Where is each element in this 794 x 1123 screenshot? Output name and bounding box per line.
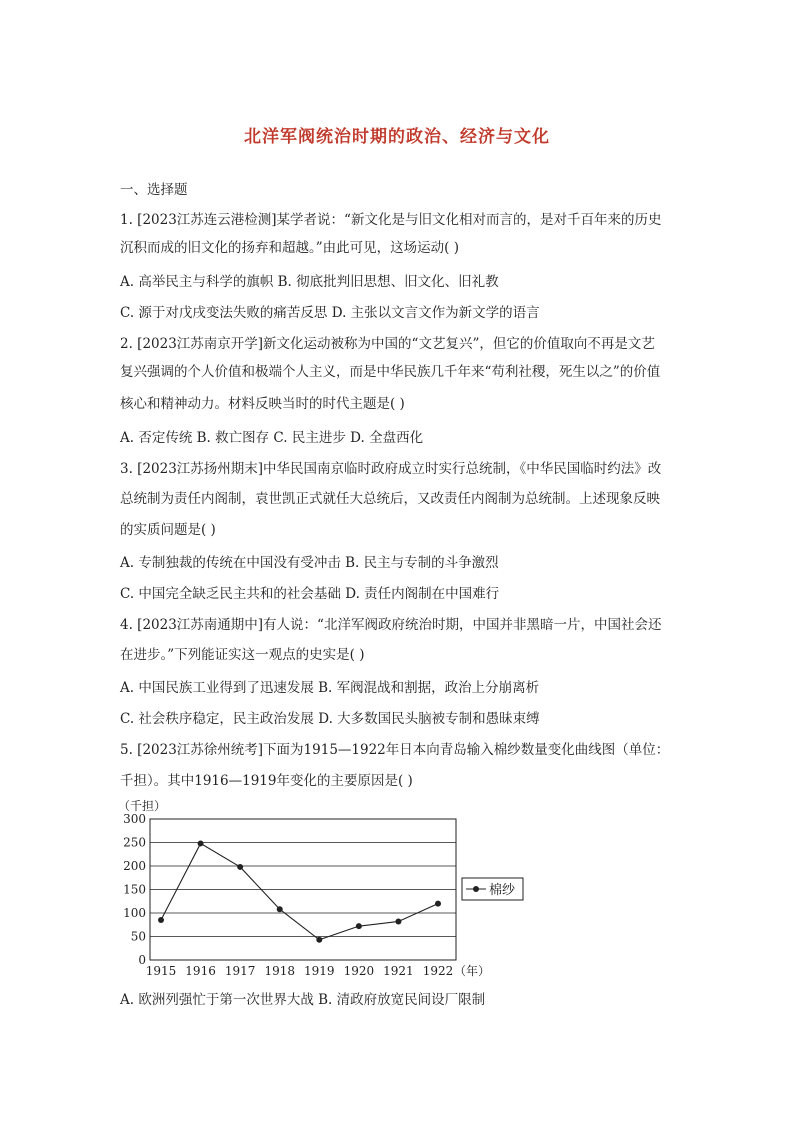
q2-stem-line3: 核心和精神动力。材料反映当时的时代主题是( ) bbox=[120, 396, 405, 412]
data-point bbox=[435, 901, 441, 907]
q3-stem-line3: 的实质问题是( ) bbox=[120, 522, 216, 538]
y-tick-label: 250 bbox=[123, 835, 146, 850]
y-tick-label: 100 bbox=[123, 906, 146, 920]
q3-stem-line2: 总统制为责任内阁制，袁世凯正式就任大总统后，又改责任内阁制为总统制。上述现象反映 bbox=[120, 491, 660, 507]
q3-options-line2: C. 中国完全缺乏民主共和的社会基础 D. 责任内阁制在中国难行 bbox=[120, 586, 500, 602]
series-line bbox=[161, 843, 438, 939]
q5-stem-line2: 千担）。其中1916—1919年变化的主要原因是( ) bbox=[120, 773, 413, 789]
x-tick-label: 1917 bbox=[224, 964, 256, 978]
x-axis-label: （年） bbox=[454, 964, 491, 978]
data-point bbox=[395, 918, 401, 924]
x-tick-label: 1915 bbox=[145, 964, 177, 978]
q5-options-line1: A. 欧洲列强忙于第一次世界大战 B. 清政府放宽民间设厂限制 bbox=[120, 992, 486, 1008]
q1-stem-line2: 沉积而成的旧文化的扬弃和超越。”由此可见，这场运动( ) bbox=[120, 240, 459, 256]
y-tick-label: 50 bbox=[130, 929, 146, 944]
x-tick-label: 1916 bbox=[185, 964, 216, 978]
y-tick-label: 200 bbox=[123, 859, 146, 873]
data-point bbox=[198, 840, 204, 846]
y-tick-label: 150 bbox=[123, 882, 146, 897]
data-point bbox=[316, 937, 322, 943]
q5-stem-line1: 5. [2023江苏徐州统考]下面为1915—1922年日本向青岛输入棉纱数量变化曲线图（单位： bbox=[120, 742, 670, 758]
x-tick-label: 1919 bbox=[304, 964, 335, 978]
q3-stem-line1: 3. [2023江苏扬州期末]中华民国南京临时政府成立时实行总统制，《中华民国临时约法》改 bbox=[120, 461, 662, 477]
q4-options-line2: C. 社会秩序稳定，民主政治发展 D. 大多数国民头脑被专制和愚昧束缚 bbox=[120, 711, 540, 727]
section-heading: 一、选择题 bbox=[120, 182, 188, 198]
data-point bbox=[158, 917, 164, 923]
data-point bbox=[277, 906, 283, 912]
y-tick-label: 0 bbox=[138, 953, 146, 967]
legend-label: 棉纱 bbox=[489, 883, 516, 898]
x-tick-label: 1918 bbox=[264, 964, 295, 978]
data-point bbox=[356, 923, 362, 929]
y-axis-label: （千担） bbox=[118, 799, 167, 813]
x-tick-label: 1921 bbox=[383, 964, 414, 978]
chart-svg bbox=[116, 796, 536, 982]
q3-options-line1: A. 专制独裁的传统在中国没有受冲击 B. 民主与专制的斗争激烈 bbox=[120, 555, 499, 571]
cotton-yarn-chart bbox=[116, 796, 536, 982]
q4-stem-line1: 4. [2023江苏南通期中]有人说：“北洋军阀政府统治时期，中国并非黑暗一片，中国社会还 bbox=[120, 617, 662, 633]
q1-stem-line1: 1. [2023江苏连云港检测]某学者说：“新文化是与旧文化相对而言的，是对千百年来的历史 bbox=[120, 212, 662, 228]
page-title: 北洋军阀统治时期的政治、经济与文化 bbox=[244, 127, 550, 147]
q4-stem-line2: 在进步。”下列能证实这一观点的史实是( ) bbox=[120, 647, 365, 663]
x-tick-label: 1920 bbox=[343, 964, 375, 978]
y-tick-label: 300 bbox=[123, 812, 146, 826]
legend-marker bbox=[473, 886, 479, 892]
q4-options-line1: A. 中国民族工业得到了迅速发展 B. 军阀混战和割据，政治上分崩离析 bbox=[120, 680, 540, 696]
q2-options-line1: A. 否定传统 B. 救亡图存 C. 民主进步 D. 全盘西化 bbox=[120, 430, 424, 446]
x-tick-label: 1922 bbox=[422, 964, 454, 978]
q1-options-line2: C. 源于对戊戌变法失败的痛苦反思 D. 主张以文言文作为新文学的语言 bbox=[120, 305, 540, 321]
q1-options-line1: A. 高举民主与科学的旗帜 B. 彻底批判旧思想、旧文化、旧礼教 bbox=[120, 274, 499, 290]
q2-stem-line2: 复兴强调的个人价值和极端个人主义，而是中华民族几千年来“苟利社稷，死生以之”的价值 bbox=[120, 364, 661, 380]
q2-stem-line1: 2. [2023江苏南京开学]新文化运动被称为中国的“文艺复兴”，但它的价值取向不再是文艺 bbox=[120, 336, 655, 352]
data-point bbox=[237, 864, 243, 870]
